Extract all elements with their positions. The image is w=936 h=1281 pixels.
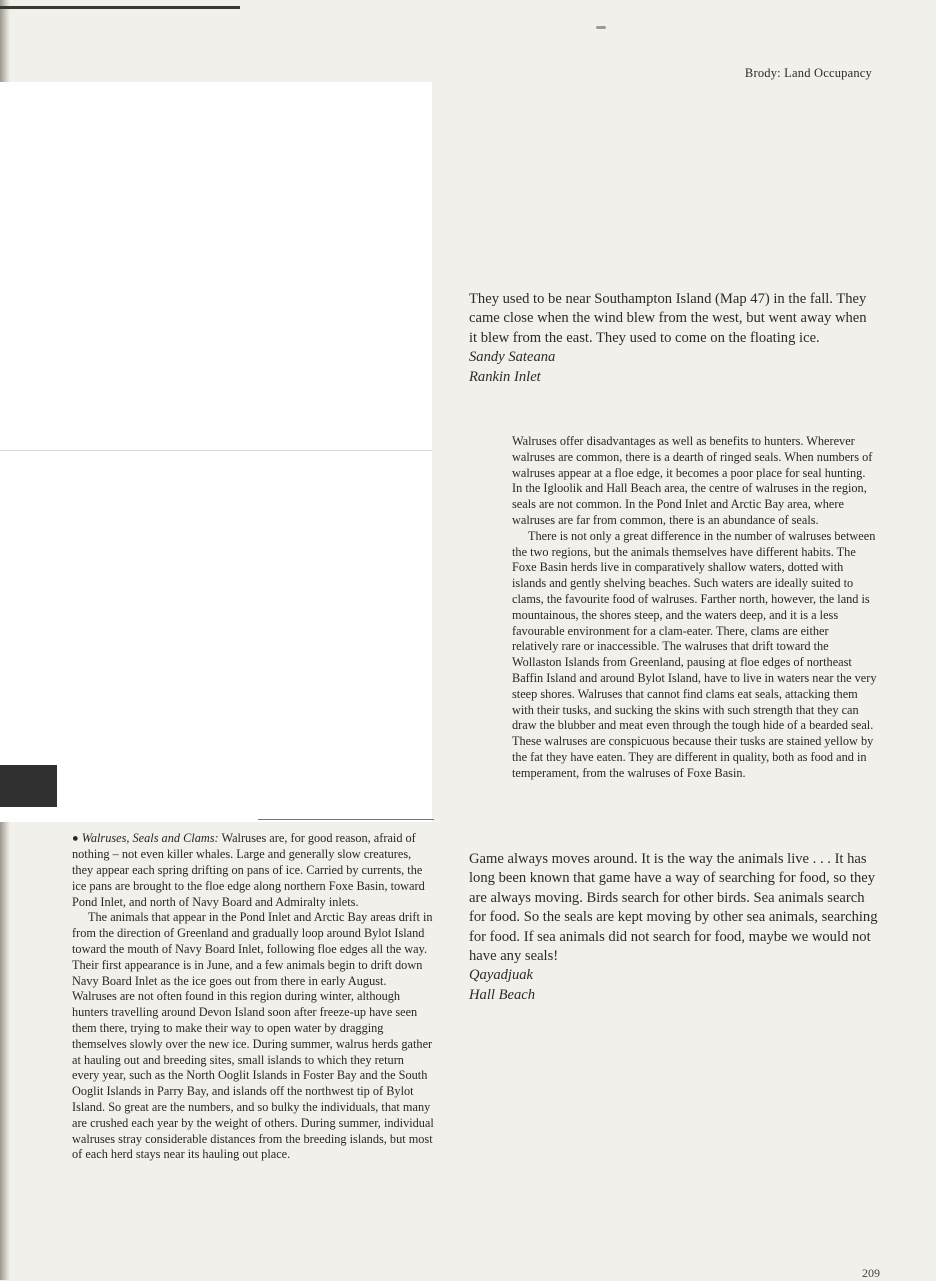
section-paragraph: The animals that appear in the Pond Inlet and Arctic Bay areas drift in from the direction of Greenland and gradually loop around Bylot Island toward the mouth of Navy Board Inlet, following floe edges all the way. Their first appearance is in June, and a few animals begin to drift down Navy Board Inlet as the ice goes out from there in early August. Walruses are not often found in this region during winter, although hunters travelling around Devon Island soon after freeze-up have seen them there, trying to make their way to open water by dragging themselves slowly over the new ice. During summer, walrus herds gather at hauling out and breeding sites, small islands to which they return every year, such as the North Ooglit Islands in Foster Bay and the South Ooglit Islands in Parry Bay, and islands off the northwest tip of Bylot Island. So great are the numbers, and so bulky the individuals, that many are crushed each year by the weight of others. During summer, individual walruses stray considerable distances from the breeding islands, but most of each herd stays near its hauling out place. (72, 910, 434, 1162)
fold-line (0, 450, 432, 451)
dark-edge-tab (0, 765, 57, 807)
page-number: 209 (862, 1266, 880, 1280)
quote-place: Rankin Inlet (469, 368, 541, 385)
top-rule (0, 6, 240, 9)
bullet-icon: ● (72, 832, 79, 845)
blank-map-area (0, 82, 432, 822)
column-rule (258, 819, 434, 820)
commentary-walruses (512, 434, 878, 782)
section-text: Walruses are, for good reason, afraid of nothing – not even killer whales. Large and generally slow creatures, they appear each spring drifting on pans of ice. Carried by currents, the ice pans are brought to the floe edge along northern Foxe Basin, toward Pond Inlet, and north of Navy Board and Admiralty inlets. (72, 831, 425, 909)
quote-southampton (469, 290, 869, 387)
quote-text: Game always moves around. It is the way the animals live . . . It has long been known that game have a way of searching for food, so they are always moving. Birds search for other birds. Sea animals search for food. So the seals are kept moving by other sea animals, searching for food. If sea animals did not search for food, maybe we would not have any seals! (469, 851, 878, 965)
quote-speaker: Sandy Sateana (469, 349, 556, 366)
section-heading: Walruses, Seals and Clams: (81, 831, 219, 845)
quote-speaker: Qayadjuak (469, 967, 534, 984)
commentary-paragraph: There is not only a great difference in the number of walruses between the two regions, but the animals themselves have different habits. The Foxe Basin herds live in comparatively shallow waters, dotted with islands and gently shelving beaches. Such waters are ideally suited to clams, the favourite food of walruses. Farther north, however, the land is mountainous, the shores steep, and the waters deep, and it is a less favourable environment for a clam-eater. There, clams are either relatively rare or inaccessible. The walruses that drift toward the Wollaston Islands from Greenland, pausing at floe edges of northeast Baffin Island and around Bylot Island, have to live in waters near the very steep shores. Walruses that cannot find clams eat seals, attacking them with their tusks, and sucking the skins with such strength that they can draw the blubber and meat even through the tough hide of a bearded seal. These walruses are conspicuous because their tusks are stained yellow by the fat they have eaten. They are different in quality, both as food and in temperament, from the walruses of Foxe Basin. (512, 528, 877, 780)
quote-text: They used to be near Southampton Island (Map 47) in the fall. They came close when the wind blew from the west, but went away when it blew from the east. They used to come on the floating ice. (469, 291, 867, 346)
commentary-paragraph: Walruses offer disadvantages as well as benefits to hunters. Wherever walruses are common, there is a dearth of ringed seals. When numbers of walruses appear at a floe edge, it becomes a poor place for seal hunting. In the Igloolik and Hall Beach area, the centre of walruses in the region, seals are not common. In the Pond Inlet and Arctic Bay area, where walruses are far from common, there is an abundance of seals. (512, 434, 873, 527)
print-smudge (596, 26, 606, 29)
section-paragraph (72, 831, 434, 910)
section-walruses-seals-clams (72, 831, 434, 1163)
quote-place: Hall Beach (469, 986, 536, 1003)
running-head: Brody: Land Occupancy (744, 66, 872, 80)
quote-game-moves (469, 850, 879, 1005)
